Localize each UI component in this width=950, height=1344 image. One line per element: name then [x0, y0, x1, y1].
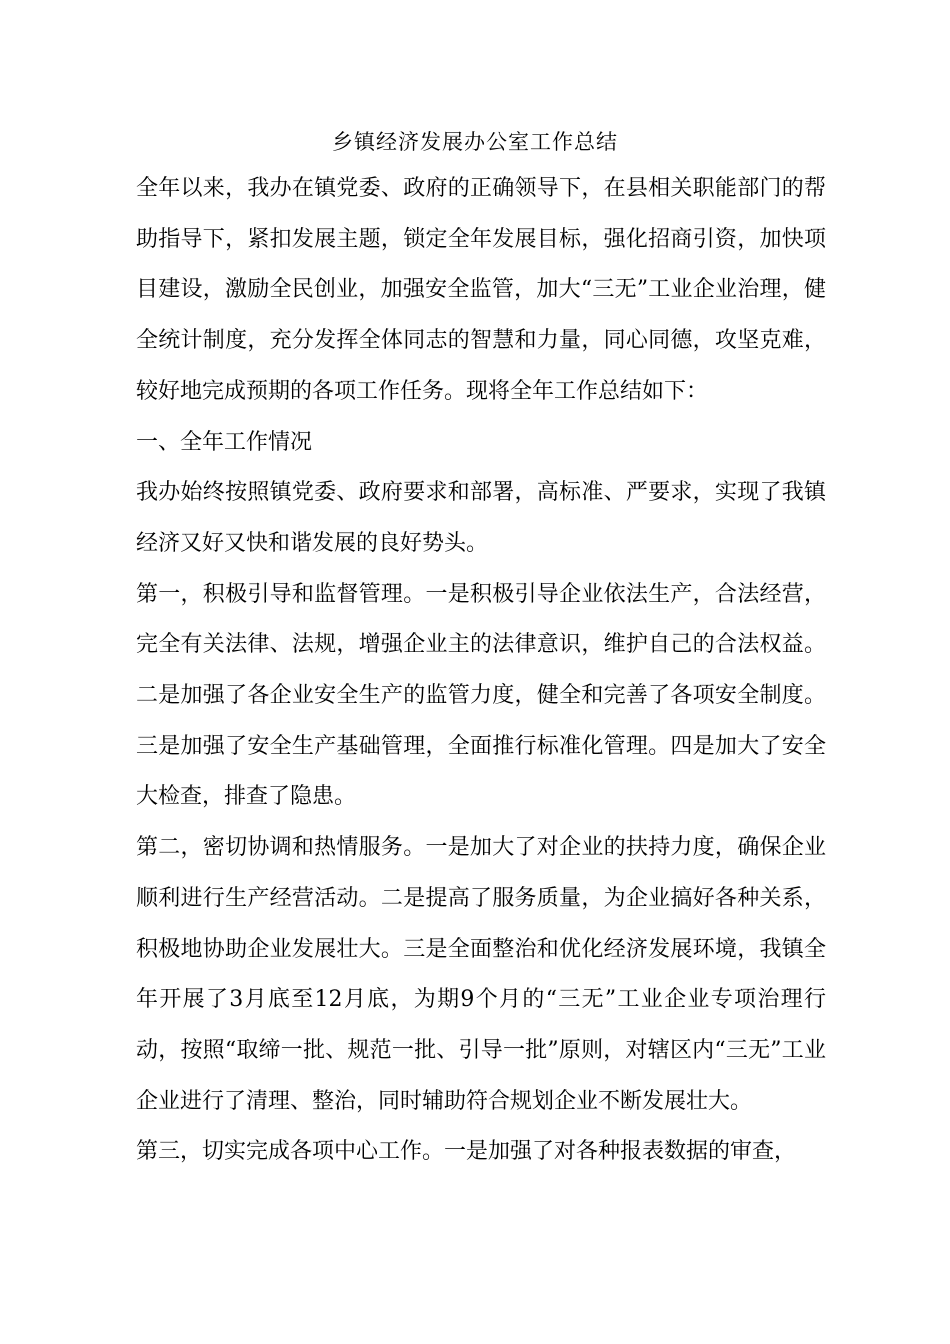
- section-heading: 一、全年工作情况: [136, 429, 313, 455]
- paragraph-intro: 全年以来，我办在镇党委、政府的正确领导下，在县相关职能部门的帮助指导下，紧扣发展主题，锁定全年发展目标，强化招商引资，加快项目建设，激励全民创业，加强安全监管，加大“三无”工业企业治理，健全统计制度，充分发挥全体同志的智慧和力量，同心同德，攻坚克难，较好地完成预期的各项工作任务。现将全年工作总结如下：: [136, 176, 826, 404]
- paragraph-overview: 我办始终按照镇党委、政府要求和部署，高标准、严要求，实现了我镇经济又好又快和谐发展的良好势头。: [136, 480, 826, 556]
- paragraph-first: 第一，积极引导和监督管理。一是积极引导企业依法生产，合法经营，完全有关法律、法规，增强企业主的法律意识，维护自己的合法权益。二是加强了各企业安全生产的监管力度，健全和完善了各项安全制度。三是加强了安全生产基础管理，全面推行标准化管理。四是加大了安全大检查，排查了隐患。: [136, 581, 826, 810]
- paragraph-third: 第三，切实完成各项中心工作。一是加强了对各种报表数据的审查，: [136, 1139, 797, 1165]
- paragraph-second: 第二，密切协调和热情服务。一是加大了对企业的扶持力度，确保企业顺利进行生产经营活动。二是提高了服务质量，为企业搞好各种关系，积极地协助企业发展壮大。三是全面整治和优化经济发展环境，我镇全年开展了3月底至12月底，为期9个月的“三无”工业企业专项治理行动，按照“取缔一批、规范一批、引导一批”原则，对辖区内“三无”工业企业进行了清理、整治，同时辅助符合规划企业不断发展壮大。: [136, 835, 826, 1114]
- document-body: [136, 164, 826, 1178]
- document-title: 乡镇经济发展办公室工作总结: [332, 130, 618, 154]
